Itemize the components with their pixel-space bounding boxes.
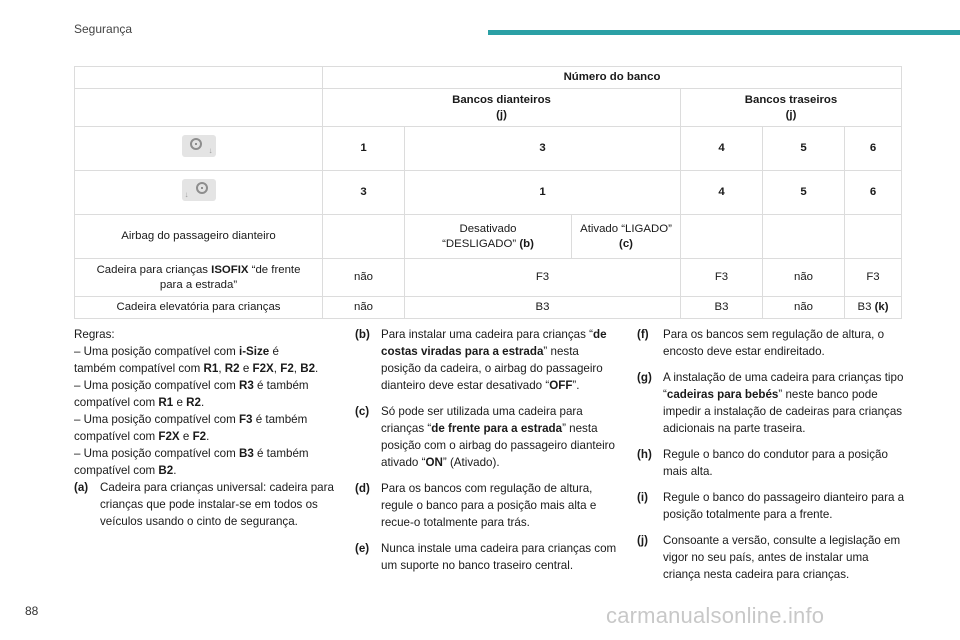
note-j: (j) Consoante a versão, consulte a legislação em vigor no seu país, antes de instalar uma criança nesta cadeira para crianças. <box>637 534 901 581</box>
notes-column-2 <box>355 326 617 583</box>
airbag-off-cell: Desativado “DESLIGADO” (b) <box>405 215 572 259</box>
note-e: (e) Nunca instale uma cadeira para crianças com um suporte no banco traseiro central. <box>355 542 617 572</box>
table-cell: 4 <box>681 127 763 171</box>
table-cell: 3 <box>405 127 681 171</box>
rule-r3: – Uma posição compatível com R3 é também compatível com R1 e R2. <box>74 379 309 409</box>
table-cell: não <box>763 297 845 319</box>
notes-column-3 <box>637 326 905 592</box>
rear-seats-heading <box>681 89 902 127</box>
table-cell: 6 <box>845 171 902 215</box>
table-cell: 3 <box>323 171 405 215</box>
note-a: (a) Cadeira para crianças universal: cadeira para crianças que pode instalar-se em todos os veículos usando o cinto de segurança. <box>74 481 334 528</box>
table-cell: 6 <box>845 127 902 171</box>
front-seats-ref: (j) <box>496 108 507 121</box>
table-cell: F3 <box>845 259 902 297</box>
rear-seats-ref: (j) <box>785 108 797 121</box>
table-cell: não <box>323 297 405 319</box>
table-cell: 5 <box>763 127 845 171</box>
rule-isize: – Uma posição compatível com i-Size é também compatível com R1, R2 e F2X, F2, B2. <box>74 345 319 375</box>
table-cell: B3 (k) <box>845 297 902 319</box>
table-cell: não <box>763 259 845 297</box>
note-g: (g) A instalação de uma cadeira para crianças tipo “cadeiras para bebés” neste banco pode impedir a instalação de cadeiras para crianças adicionais na parte traseira. <box>637 371 904 435</box>
rule-f3: – Uma posição compatível com F3 é também compatível com F2X e F2. <box>74 413 308 443</box>
isofix-row-label: Cadeira para crianças ISOFIX “de frente para a estrada” <box>75 259 323 297</box>
table-corner-cell <box>75 67 323 89</box>
note-c: (c) Só pode ser utilizada uma cadeira para crianças “de frente para a estrada” nesta posição com o airbag do passageiro dianteiro ativado “ON” (Ativado). <box>355 405 615 469</box>
watermark: carmanualsonline.info <box>606 603 825 628</box>
table-cell <box>763 215 845 259</box>
seat-number-heading: Número do banco <box>323 67 902 89</box>
rhd-icon-cell <box>75 171 323 215</box>
section-header: Segurança <box>74 22 133 36</box>
rear-seats-label: Bancos traseiros <box>744 93 838 106</box>
lhd-icon-cell <box>75 127 323 171</box>
table-cell: 1 <box>323 127 405 171</box>
table-corner-cell <box>75 89 323 127</box>
header-accent-bar <box>488 30 960 35</box>
front-seats-heading <box>323 89 681 127</box>
child-seat-table <box>74 66 902 319</box>
table-cell <box>323 215 405 259</box>
rules-column <box>74 326 344 539</box>
rule-b3: – Uma posição compatível com B3 é também compatível com B2. <box>74 447 309 477</box>
table-cell: 4 <box>681 171 763 215</box>
table-cell <box>681 215 763 259</box>
table-cell <box>845 215 902 259</box>
note-b: (b) Para instalar uma cadeira para crianças “de costas viradas para a estrada” nesta posição da cadeira, o airbag do passageiro dianteiro deve estar desativado “OFF”. <box>355 328 607 392</box>
airbag-row-label: Airbag do passageiro dianteiro <box>75 215 323 259</box>
booster-row-label: Cadeira elevatória para crianças <box>75 297 323 319</box>
table-cell: B3 <box>681 297 763 319</box>
note-d: (d) Para os bancos com regulação de altura, regule o banco para a posição mais alta e recue-o totalmente para trás. <box>355 482 597 529</box>
table-cell: B3 <box>405 297 681 319</box>
table-cell: F3 <box>681 259 763 297</box>
note-i: (i) Regule o banco do passageiro dianteiro para a posição totalmente para a frente. <box>637 491 905 521</box>
page-number: 88 <box>25 604 39 618</box>
table-cell: F3 <box>405 259 681 297</box>
table-cell: 1 <box>405 171 681 215</box>
airbag-on-cell: Ativado “LIGADO” (c) <box>572 215 681 259</box>
rules-title: Regras: <box>74 328 115 341</box>
table-cell: 5 <box>763 171 845 215</box>
table-cell: não <box>323 259 405 297</box>
left-hand-drive-icon: ↓ <box>182 135 216 157</box>
front-seats-label: Bancos dianteiros <box>452 93 551 106</box>
right-hand-drive-icon: ↓ <box>182 179 216 201</box>
note-f: (f) Para os bancos sem regulação de altura, o encosto deve estar endireitado. <box>637 328 885 358</box>
note-h: (h) Regule o banco do condutor para a posição mais alta. <box>637 448 888 478</box>
